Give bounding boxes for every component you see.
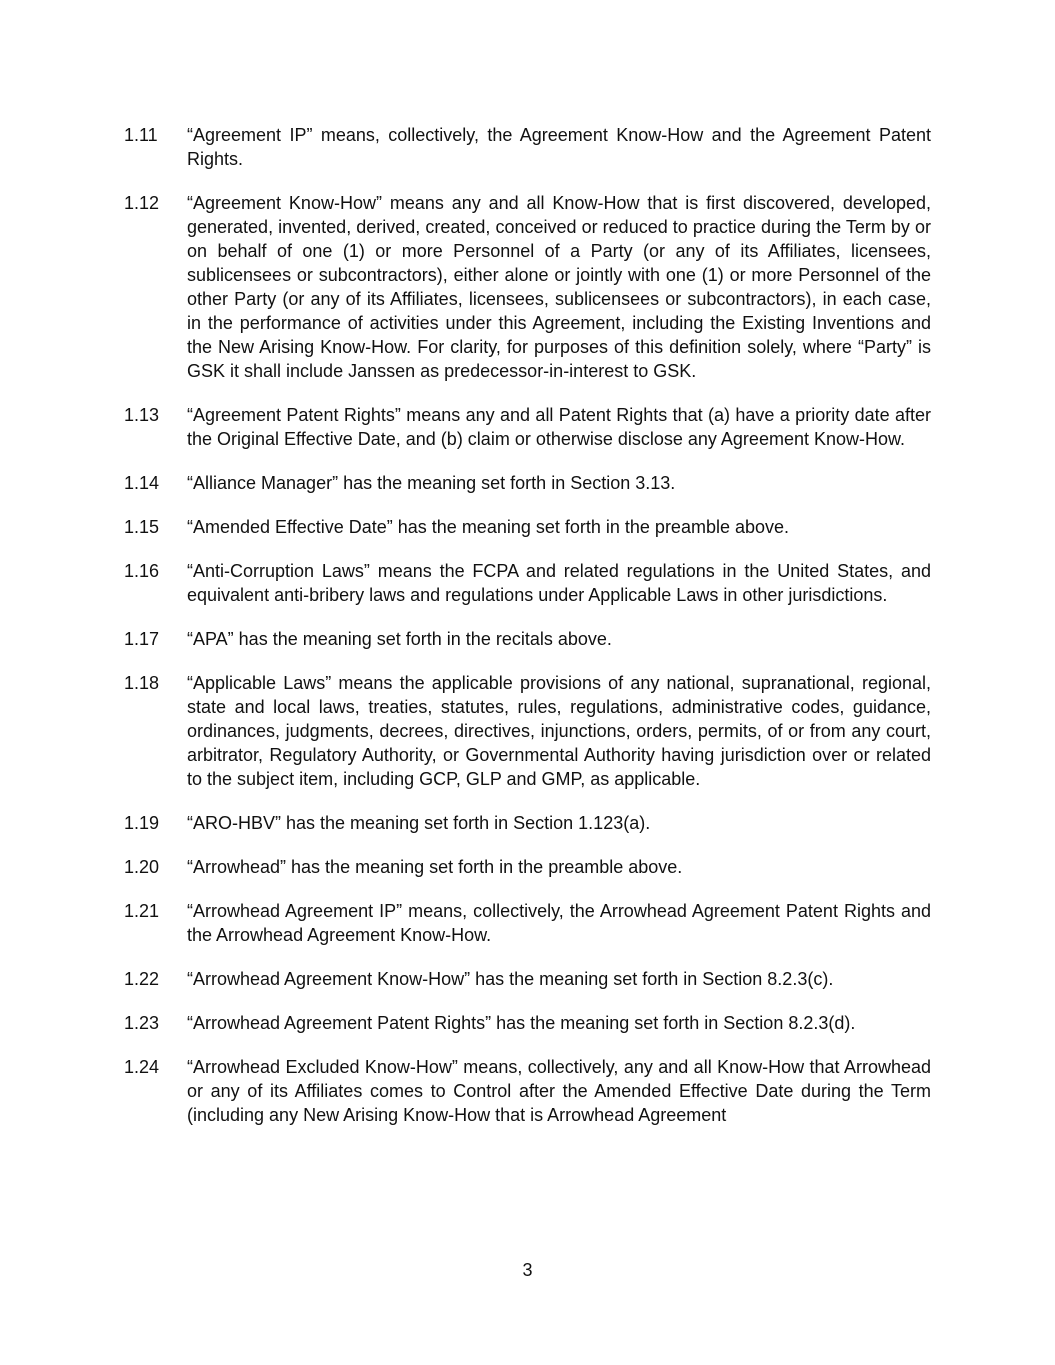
definition-text: “Arrowhead Agreement IP” means, collectively, the Arrowhead Agreement Patent Rights and the Arrowhead Agreement Know-How. [187, 901, 931, 945]
definition-number: 1.15 [124, 517, 160, 537]
definition-item [124, 123, 931, 171]
definition-number: 1.17 [124, 629, 160, 649]
definition-number: 1.21 [124, 901, 160, 921]
definitions-list [124, 123, 931, 1147]
definition-item [124, 515, 931, 539]
definition-text: “APA” has the meaning set forth in the recitals above. [187, 629, 612, 649]
definition-text: “Agreement Patent Rights” means any and all Patent Rights that (a) have a priority date after the Original Effective Date, and (b) claim or otherwise disclose any Agreement Know-How. [187, 405, 931, 449]
definition-text: “Anti-Corruption Laws” means the FCPA and related regulations in the United States, and equivalent anti-bribery laws and regulations under Applicable Laws in other jurisdictions. [187, 561, 931, 605]
definition-item [124, 811, 931, 835]
definition-item [124, 559, 931, 607]
definition-number: 1.19 [124, 813, 160, 833]
definition-text: “Arrowhead Excluded Know-How” means, collectively, any and all Know-How that Arrowhead or any of its Affiliates comes to Control after the Amended Effective Date during the Term (including any New Arising Know-How that is Arrowhead Agreement [187, 1057, 931, 1125]
definition-text: “Arrowhead Agreement Patent Rights” has the meaning set forth in Section 8.2.3(d). [187, 1013, 856, 1033]
definition-item [124, 967, 931, 991]
definition-number: 1.18 [124, 673, 160, 693]
definition-number: 1.22 [124, 969, 160, 989]
definition-item [124, 191, 931, 383]
definition-text: “ARO-HBV” has the meaning set forth in Section 1.123(a). [187, 813, 651, 833]
definition-item [124, 403, 931, 451]
definition-number: 1.16 [124, 561, 160, 581]
definition-item [124, 855, 931, 879]
definition-number: 1.12 [124, 193, 160, 213]
definition-number: 1.24 [124, 1057, 160, 1077]
definition-number: 1.13 [124, 405, 160, 425]
definition-text: “Agreement Know-How” means any and all Know-How that is first discovered, developed, generated, invented, derived, created, conceived or reduced to practice during the Term by or on behalf of one (1) or more Personnel of a Party (or any of its Affiliates, licensees, sublicensees or subcontractors), either alone or jointly with one (1) or more Personnel of the other Party (or any of its Affiliates, licensees, sublicensees or subcontractors), in each case, in the performance of activities under this Agreement, including the Existing Inventions and the New Arising Know-How. For clarity, for purposes of this definition solely, where “Party” is GSK it shall include Janssen as predecessor-in-interest to GSK. [187, 193, 931, 381]
definition-item [124, 471, 931, 495]
definition-item [124, 1011, 931, 1035]
definition-number: 1.11 [124, 125, 158, 145]
definition-text: “Alliance Manager” has the meaning set forth in Section 3.13. [187, 473, 676, 493]
definition-number: 1.20 [124, 857, 160, 877]
definition-item [124, 899, 931, 947]
definition-text: “Arrowhead” has the meaning set forth in the preamble above. [187, 857, 683, 877]
page-number: 3 [522, 1260, 533, 1280]
definition-number: 1.14 [124, 473, 160, 493]
definition-item [124, 627, 931, 651]
definition-text: “Applicable Laws” means the applicable provisions of any national, supranational, regional, state and local laws, treaties, statutes, rules, regulations, administrative codes, guidance, ordinances, judgments, decrees, directives, injunctions, orders, permits, of or from any court, arbitrator, Regulatory Authority, or Governmental Authority having jurisdiction over or related to the subject item, including GCP, GLP and GMP, as applicable. [187, 673, 931, 789]
definition-text: “Agreement IP” means, collectively, the Agreement Know-How and the Agreement Patent Rights. [187, 125, 931, 169]
definition-item [124, 671, 931, 791]
definition-item [124, 1055, 931, 1127]
definition-text: “Arrowhead Agreement Know-How” has the meaning set forth in Section 8.2.3(c). [187, 969, 834, 989]
definition-number: 1.23 [124, 1013, 160, 1033]
definition-text: “Amended Effective Date” has the meaning set forth in the preamble above. [187, 517, 790, 537]
